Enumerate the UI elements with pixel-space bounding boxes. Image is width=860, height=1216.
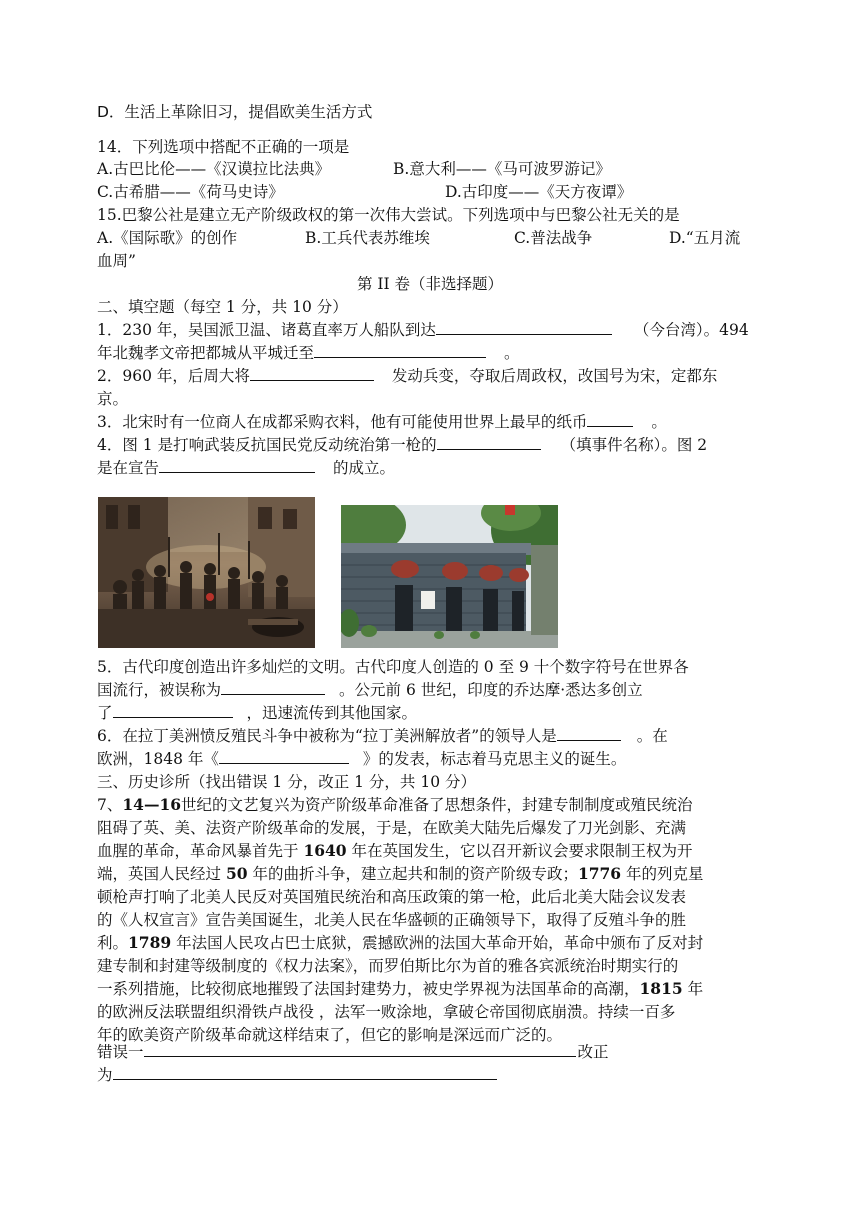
q7-l7-text-c: 年法国人民攻占巴士底狱，震撼欧洲的法国大革命开始，革命中颁布了反对封: [171, 934, 704, 952]
q7-l9-text-c: 年: [682, 980, 704, 998]
fill-q4-text-c: 是在宣告: [97, 459, 160, 477]
fill-q1-text-c: 年北魏孝文帝把都城从平城迁至: [97, 344, 315, 362]
q7-line-1: [97, 794, 693, 816]
fill-q5-blank-2[interactable]: [113, 702, 233, 718]
q7-line-1-text: 世纪的文艺复兴为资产阶级革命准备了思想条件，封建专制制度或殖民统治: [181, 796, 693, 814]
fill-q4-text-d: 的成立。: [333, 459, 396, 477]
q14-stem: 14．下列选项中搭配不正确的一项是: [97, 138, 350, 156]
q7-l4-text-e: 年的列克星: [621, 865, 704, 883]
q7-year-1640: 1640: [303, 841, 347, 860]
q7-years-50: 50: [225, 864, 248, 883]
building-image-icon: [341, 505, 558, 648]
q7-wei-label: 为: [97, 1066, 113, 1084]
q15-option-a: A.《国际歌》的创作: [97, 229, 238, 247]
q7-line-11: 年的欧美资产阶级革命就这样结束了，但它的影响是深远而广泛的。: [97, 1026, 563, 1044]
fill-q3-text-b: 。: [651, 413, 667, 431]
fill-q3-text-a: 3．北宋时有一位商人在成都采购衣料，他有可能使用世界上最早的纸币: [97, 413, 588, 431]
q7-l7-text-a: 利。: [97, 934, 129, 952]
fill-q1-line1: [97, 319, 749, 341]
q15-option-c: C.普法战争: [514, 229, 593, 247]
fill-q5-text-b: 国流行，被误称为: [97, 681, 222, 699]
fill-q5-line1: 5．古代印度创造出许多灿烂的文明。古代印度人创造的 0 至 9 十个数字符号在世界各: [97, 658, 689, 676]
q7-error-label: 错误一: [97, 1043, 144, 1061]
fill-q4-blank-1[interactable]: [437, 434, 541, 450]
fill-q4-line1: [97, 434, 707, 456]
q7-l3-text-c: 年在英国发生，它以召开新议会要求限制王权为开: [346, 842, 693, 860]
q7-year-1815: 1815: [639, 979, 683, 998]
fill-q1-blank-1[interactable]: [436, 319, 612, 335]
fill-q1-text-b: （今台湾）。494: [633, 321, 749, 339]
fill-q2-line2: 京。: [97, 390, 129, 408]
q7-line-6: 的《人权宣言》宣告美国诞生，北美人民在华盛顿的正确领导下，取得了反殖斗争的胜: [97, 911, 687, 929]
q7-l9-text-a: 一系列措施，比较彻底地摧毁了法国封建势力，被史学界视为法国革命的高潮，: [97, 980, 640, 998]
fill-q2-blank[interactable]: [250, 365, 374, 381]
q13-option-d: D．生活上革除旧习，提倡欧美生活方式: [97, 103, 373, 121]
q7-line-9: [97, 978, 703, 1000]
fill-q6-text-d: 》的发表，标志着马克思主义的诞生。: [362, 750, 627, 768]
q14-option-b: B.意大利——《马可波罗游记》: [393, 160, 611, 178]
q7-l4-text-a: 端，英国人民经过: [97, 865, 226, 883]
q7-fix-blank[interactable]: [113, 1064, 497, 1080]
fill-q6-line1: [97, 725, 668, 747]
q15-option-b: B.工兵代表苏维埃: [305, 229, 430, 247]
q14-option-a: A.古巴比伦——《汉谟拉比法典》: [97, 160, 331, 178]
q7-years: 14—16: [122, 795, 182, 814]
section-three-title: 三、历史诊所（找出错误 1 分，改正 1 分，共 10 分）: [97, 773, 477, 791]
q15-option-d: D.“五月流: [669, 229, 741, 247]
fill-q4-text-b: （填事件名称）。图 2: [560, 436, 708, 454]
q7-line-2: 阻碍了英、美、法资产阶级革命的发展，于是，在欧美大陆先后爆发了刀光剑影、充满: [97, 819, 687, 837]
q7-l3-text-a: 血腥的革命，革命风暴首先于: [97, 842, 304, 860]
fill-q6-text-b: 。在: [636, 727, 668, 745]
q7-fix-label: 改正: [577, 1043, 609, 1061]
fill-q1-blank-2[interactable]: [314, 342, 486, 358]
q7-error-blank[interactable]: [144, 1041, 576, 1057]
q15-stem: 15.巴黎公社是建立无产阶级政权的第一次伟大尝试。下列选项中与巴黎公社无关的是: [97, 206, 680, 224]
q7-line-3: [97, 840, 693, 862]
fill-q1-text-d: 。: [504, 344, 520, 362]
fill-q5-text-e: ，迅速流传到其他国家。: [246, 704, 418, 722]
painting-image-icon: [98, 497, 315, 648]
fill-q5-text-c: 。公元前 6 世纪，印度的乔达摩·悉达多创立: [339, 681, 643, 699]
figure-2-building-photo: [341, 505, 558, 648]
fill-q5-text-d: 了: [97, 704, 113, 722]
fill-q2-line1: [97, 365, 717, 387]
fill-q4-line2: [97, 457, 395, 479]
fill-q4-blank-2[interactable]: [159, 457, 315, 473]
q7-year-1776: 1776: [577, 864, 622, 883]
fill-q5-line2: [97, 679, 643, 701]
q7-error-line: [97, 1041, 609, 1063]
q7-line-4: [97, 863, 704, 885]
q7-number: 7、: [97, 796, 123, 814]
q14-option-d: D.古印度——《天方夜谭》: [445, 183, 633, 201]
section-two-title: 二、填空题（每空 1 分，共 10 分）: [97, 298, 348, 316]
fill-q3-blank[interactable]: [587, 411, 633, 427]
fill-q2-text-b: 发动兵变，夺取后周政权，改国号为宋，定都东: [391, 367, 718, 385]
q7-fix-line: [97, 1064, 497, 1086]
figure-1-painting: [98, 497, 315, 648]
fill-q5-blank-1[interactable]: [221, 679, 325, 695]
q15-option-d-cont: 血周”: [97, 252, 136, 270]
q7-line-8: 建专制和封建等级制度的《权力法案》，而罗伯斯比尔为首的雅各宾派统治时期实行的: [97, 957, 679, 975]
fill-q6-blank-1[interactable]: [557, 725, 621, 741]
fill-q1-text-a: 1．230 年，吴国派卫温、诸葛直率万人船队到达: [97, 321, 436, 339]
fill-q2-text-a: 2．960 年，后周大将: [97, 367, 250, 385]
fill-q3-line: [97, 411, 667, 433]
q14-option-c: C.古希腊——《荷马史诗》: [97, 183, 284, 201]
fill-q6-text-a: 6．在拉丁美洲愤反殖民斗争中被称为“拉丁美洲解放者”的领导人是: [97, 727, 557, 745]
part-two-title: 第 II 卷（非选择题）: [356, 275, 504, 293]
fill-q5-line3: [97, 702, 417, 724]
q7-line-5: 顿枪声打响了北美人民反对英国殖民统治和高压政策的第一枪，此后北美大陆会议发表: [97, 888, 687, 906]
q7-year-1789: 1789: [128, 933, 172, 952]
fill-q6-text-c: 欧洲，1848 年《: [97, 750, 219, 768]
fill-q6-line2: [97, 748, 626, 770]
q7-l4-text-c: 年的曲折斗争，建立起共和制的资产阶级专政；: [247, 865, 578, 883]
q7-line-7: [97, 932, 703, 954]
fill-q1-line2: [97, 342, 520, 364]
fill-q4-text-a: 4．图 1 是打响武装反抗国民党反动统治第一枪的: [97, 436, 437, 454]
fill-q6-blank-2[interactable]: [219, 748, 349, 764]
q7-line-10: 的欧洲反法联盟组织滑铁卢战役 ，法军一败涂地，拿破仑帝国彻底崩溃。持续一百多: [97, 1003, 676, 1021]
